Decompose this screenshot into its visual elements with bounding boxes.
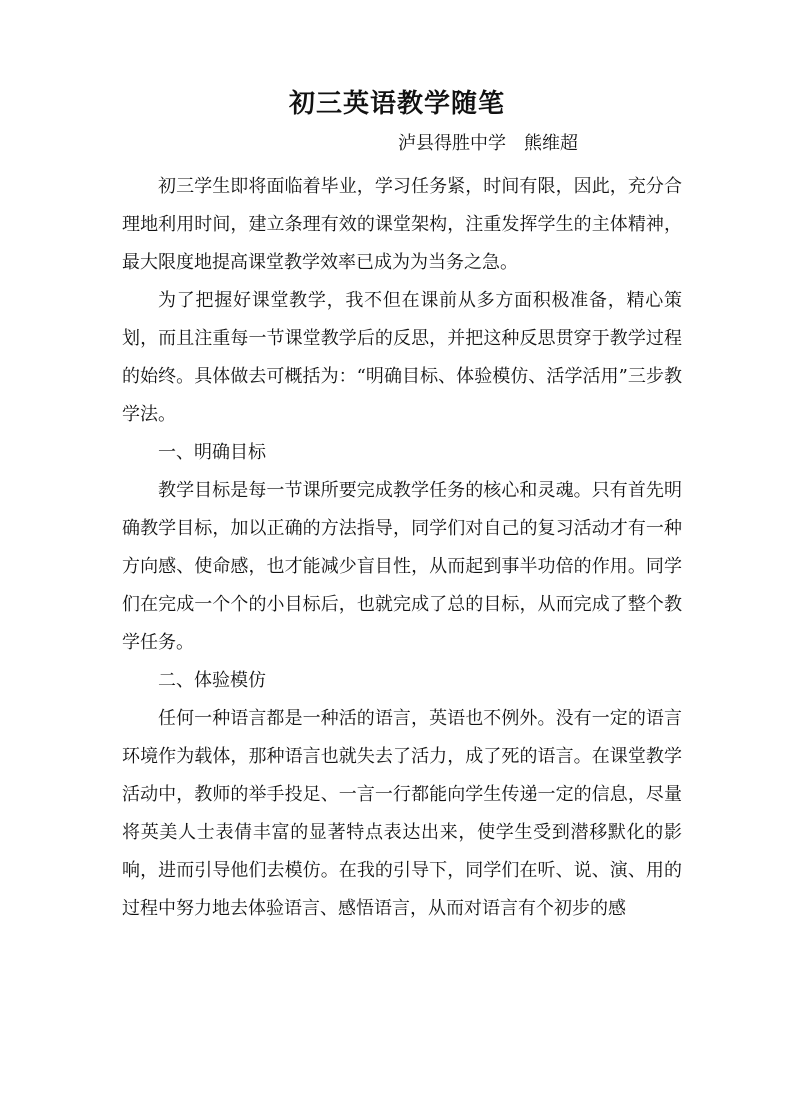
- paragraph-goals: 教学目标是每一节课所要完成教学任务的核心和灵魂。只有首先明确教学目标，加以正确的方法指导，同学们对自己的复习活动才有一种方向感、使命感，也才能减少盲目性，从而起到事半功倍的作用。同学们在完成一个个的小目标后，也就完成了总的目标，从而完成了整个教学任务。: [122, 480, 682, 653]
- author-line: 泸县得胜中学 熊维超: [398, 133, 578, 154]
- section-heading-goals: 一、明确目标: [158, 442, 266, 463]
- document-body: [122, 168, 682, 928]
- document-title: 初三英语教学随笔: [288, 89, 505, 119]
- paragraph-imitation: 任何一种语言都是一种活的语言，英语也不例外。没有一定的语言环境作为载体，那种语言也就失去了活力，成了死的语言。在课堂教学活动中，教师的举手投足、一言一行都能向学生传递一定的信息，尽量将英美人士表倩丰富的显著特点表达出来，使学生受到潜移默化的影响，进而引导他们去模仿。在我的引导下，同学们在听、说、演、用的过程中努力地去体验语言、感悟语言，从而对语言有个初步的感: [122, 708, 682, 919]
- paragraph-intro: 初三学生即将面临着毕业，学习任务紧，时间有限，因此，充分合理地利用时间，建立条理有效的课堂架构，注重发挥学生的主体精神，最大限度地提高课堂教学效率已成为为当务之急。: [122, 176, 682, 273]
- paragraph-method: 为了把握好课堂教学，我不但在课前从多方面积极准备，精心策划，而且注重每一节课堂教学后的反思，并把这种反思贯穿于教学过程的始终。具体做去可概括为：“明确目标、体验模仿、活学活用”三步教学法。: [122, 290, 682, 425]
- section-heading-imitation: 二、体验模仿: [158, 670, 266, 691]
